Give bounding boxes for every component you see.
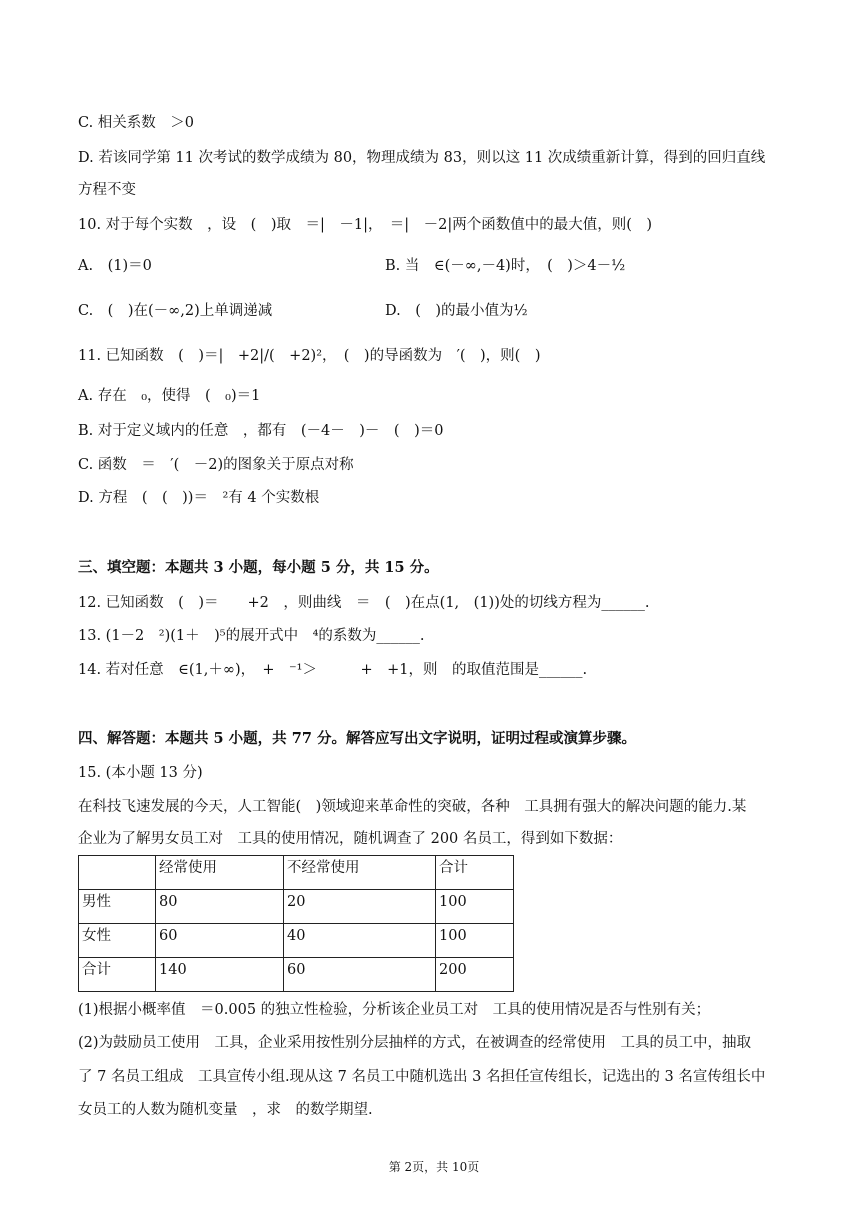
table-row <box>79 890 514 924</box>
table-cell: 合计 <box>79 958 156 992</box>
table-cell: 80 <box>156 890 284 924</box>
table-cell <box>79 856 156 890</box>
table-row <box>79 958 514 992</box>
table-cell: 140 <box>156 958 284 992</box>
table-cell: 200 <box>436 958 514 992</box>
q12: 12. 已知函数 ( )＝ +2 ，则曲线 ＝ ( )在点(1, (1))处的切线方程为______. <box>78 595 650 611</box>
q15-subquestion-2-line2: 了 7 名员工组成 工具宣传小组.现从这 7 名员工中随机选出 3 名担任宣传组长，记选出的 3 名宣传组长中 <box>78 1069 766 1085</box>
q15-paragraph-line1: 在科技飞速发展的今天，人工智能( )领域迎来革命性的突破，各种 工具拥有强大的解决问题的能力.某 <box>78 799 747 815</box>
page-footer: 第 2页，共 10页 <box>388 1160 480 1174</box>
table-cell: 60 <box>284 958 436 992</box>
q11-option-d: D. 方程 ( ( ))＝ ²有 4 个实数根 <box>78 490 320 506</box>
table-cell: 40 <box>284 924 436 958</box>
q14: 14. 若对任意 ∈(1,＋∞)， + ⁻¹＞ + +1，则 的取值范围是______. <box>78 662 588 678</box>
q11-stem: 11. 已知函数 ( )＝| +2|/( +2)²， ( )的导函数为 ′( )，则( ) <box>78 348 541 364</box>
table-header-row <box>79 856 514 890</box>
section4-heading: 四、解答题：本题共 5 小题，共 77 分。解答应写出文字说明，证明过程或演算步骤。 <box>78 730 636 747</box>
q15-subquestion-2-line1: (2)为鼓励员工使用 工具，企业采用按性别分层抽样的方式，在被调查的经常使用 工具的员工中，抽取 <box>78 1035 752 1051</box>
q11-option-a: A. 存在 ₀，使得 ( ₀)＝1 <box>78 388 261 404</box>
table-cell: 60 <box>156 924 284 958</box>
table-cell: 经常使用 <box>156 856 284 890</box>
q13: 13. (1－2 ²)(1＋ )⁵的展开式中 ⁴的系数为______. <box>78 628 425 644</box>
q11-option-b: B. 对于定义域内的任意 ，都有 (－4－ )－ ( )＝0 <box>78 423 444 439</box>
q10-option-b: B. 当 ∈(－∞,－4)时， ( )＞4－½ <box>385 258 626 274</box>
q15-paragraph-line2: 企业为了解男女员工对 工具的使用情况，随机调查了 200 名员工，得到如下数据： <box>78 831 623 847</box>
table-cell: 合计 <box>436 856 514 890</box>
usage-table <box>78 855 514 992</box>
q15-subquestion-1: (1)根据小概率值 ＝0.005 的独立性检验，分析该企业员工对 工具的使用情况是否与性别有关； <box>78 1002 711 1018</box>
q10-option-a: A. (1)＝0 <box>78 258 152 274</box>
table-cell: 不经常使用 <box>284 856 436 890</box>
q15-title: 15. (本小题 13 分) <box>78 765 203 781</box>
table-cell: 100 <box>436 890 514 924</box>
table-cell: 100 <box>436 924 514 958</box>
table-cell: 20 <box>284 890 436 924</box>
q9-option-d-line2: 方程不变 <box>78 182 136 198</box>
table-cell: 女性 <box>79 924 156 958</box>
q9-option-d-line1: D. 若该同学第 11 次考试的数学成绩为 80，物理成绩为 83，则以这 11 次成绩重新计算，得到的回归直线 <box>78 150 766 166</box>
q10-option-d: D. ( )的最小值为½ <box>385 303 528 319</box>
q10-stem: 10. 对于每个实数 ，设 ( )取 ＝| －1|， ＝| －2|两个函数值中的最大值，则( ) <box>78 217 653 233</box>
q10-option-c: C. ( )在(－∞,2)上单调递减 <box>78 303 273 319</box>
section3-heading: 三、填空题：本题共 3 小题，每小题 5 分，共 15 分。 <box>78 559 439 576</box>
q11-option-c: C. 函数 ＝ ′( －2)的图象关于原点对称 <box>78 457 354 473</box>
q15-subquestion-2-line3: 女员工的人数为随机变量 ，求 的数学期望. <box>78 1102 373 1118</box>
table-cell: 男性 <box>79 890 156 924</box>
q9-option-c: C. 相关系数 ＞0 <box>78 115 195 131</box>
table-row <box>79 924 514 958</box>
